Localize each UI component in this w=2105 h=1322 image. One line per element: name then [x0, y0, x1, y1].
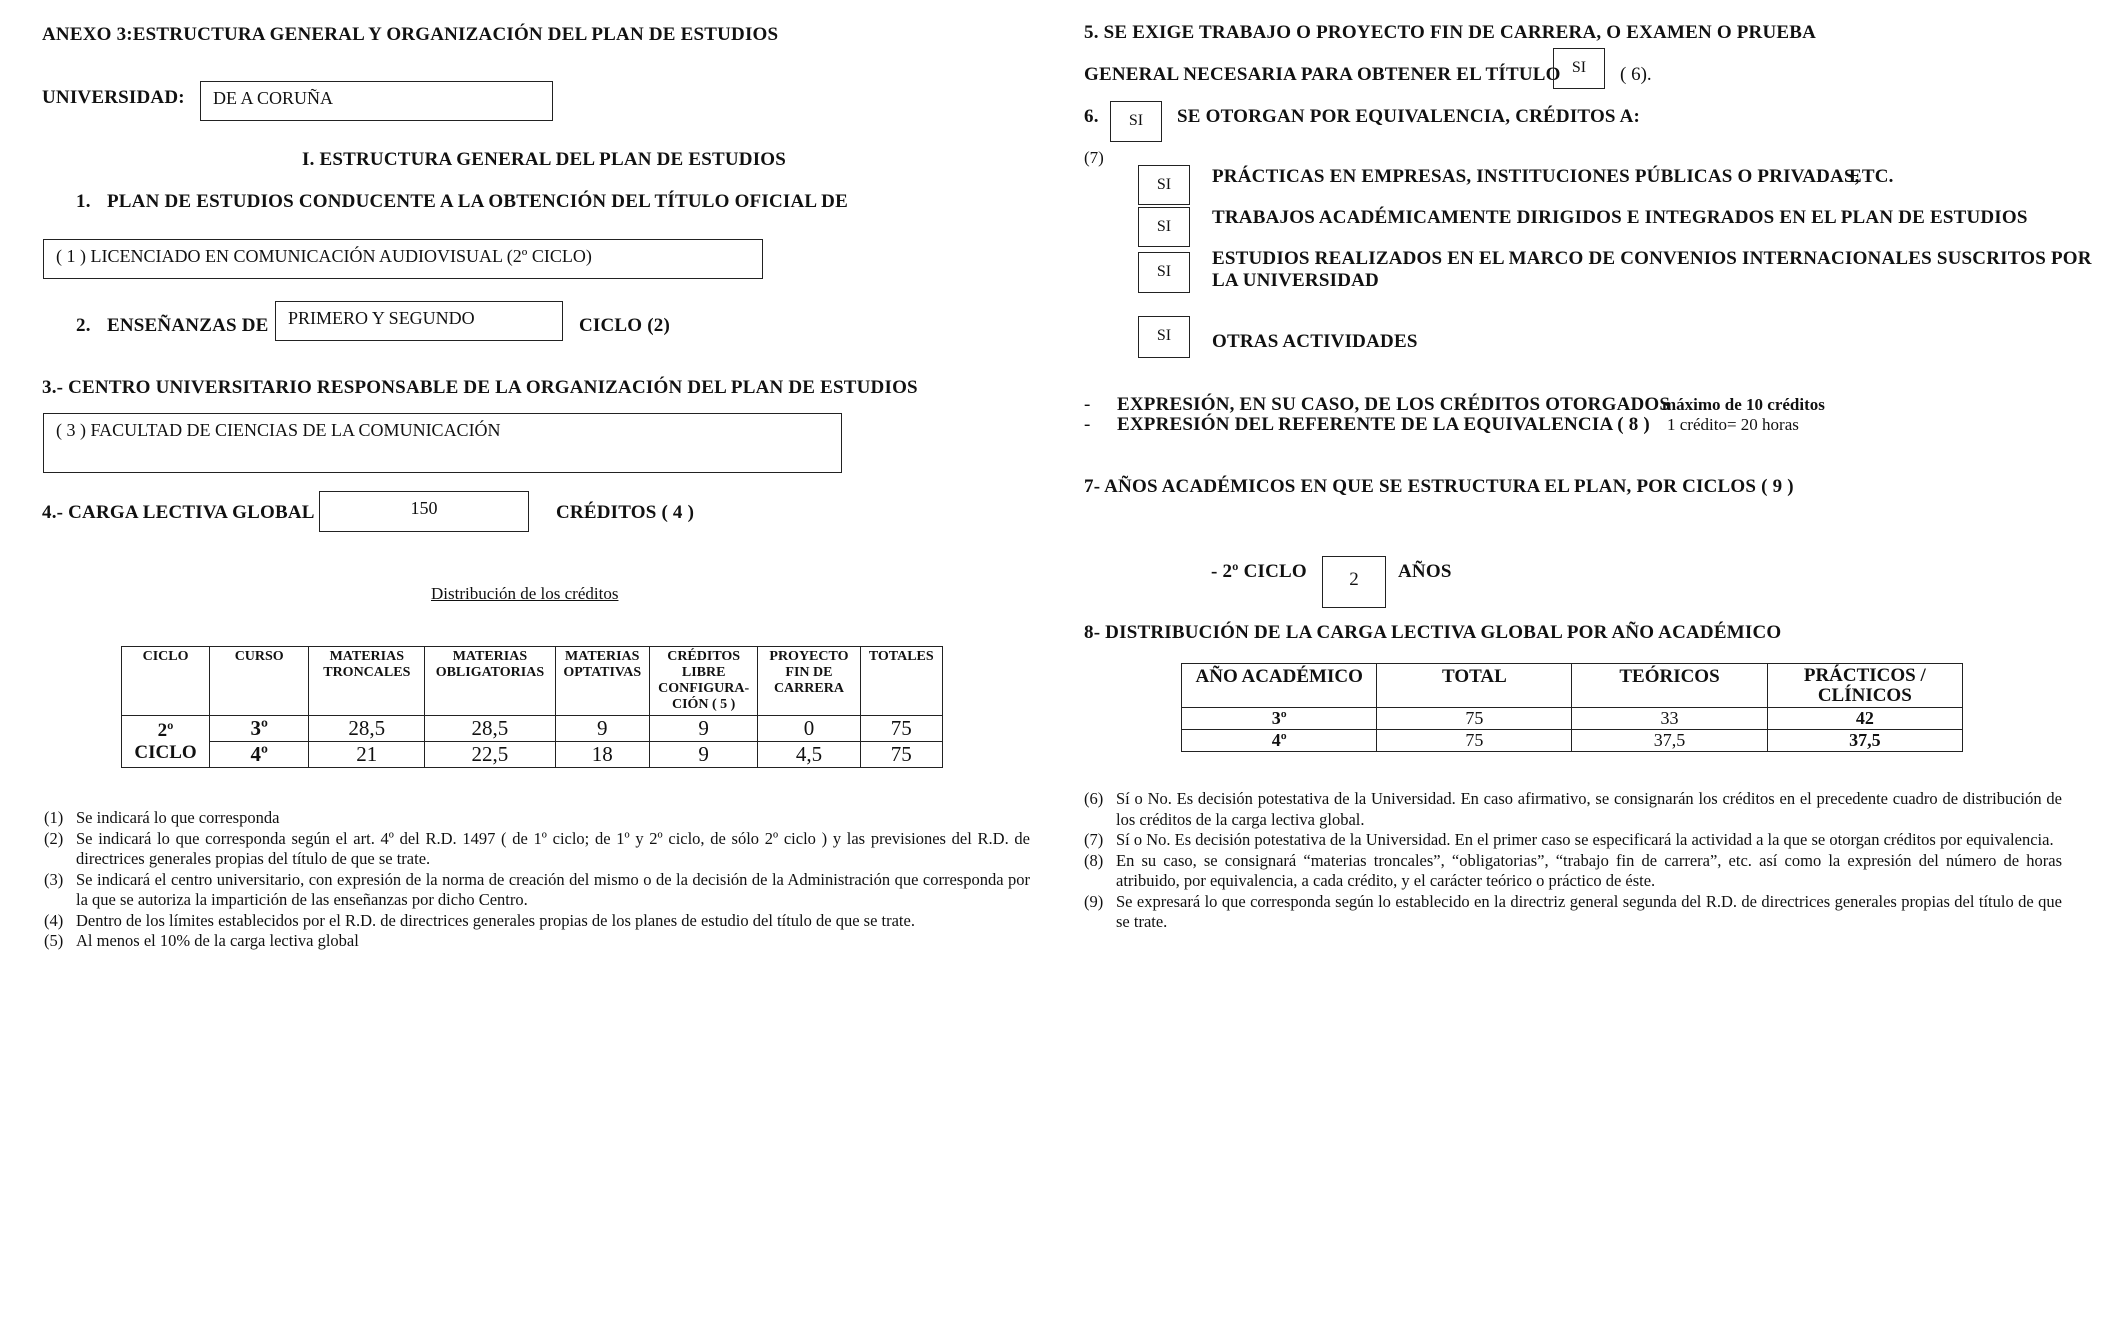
table-cell: 22,5 — [425, 742, 555, 768]
equivalence-label: OTRAS ACTIVIDADES — [1212, 331, 1418, 352]
header-libre-configuracion: CRÉDITOS LIBRE CONFIGURA- CIÓN ( 5 ) — [649, 647, 757, 716]
table-cell: 28,5 — [425, 716, 555, 742]
item6-label: SE OTORGAN POR EQUIVALENCIA, CRÉDITOS A: — [1177, 106, 1641, 127]
table-cell: 9 — [649, 716, 757, 742]
footnote: (8) En su caso, se consignará “materias troncales”, “obligatorias”, “trabajo fin de carrera”, etc. así como la expresión del número de horas atribuido, por equivalencia, a cada crédito, y el carácter teórico o práctico de éste. — [1084, 850, 2062, 890]
table-row — [1182, 730, 1963, 752]
header-totales: TOTALES — [860, 647, 942, 716]
credits-value: 150 — [410, 498, 438, 518]
item3-label: 3.- CENTRO UNIVERSITARIO RESPONSABLE DE LA ORGANIZACIÓN DEL PLAN DE ESTUDIOS — [42, 377, 918, 398]
section-title: I. ESTRUCTURA GENERAL DEL PLAN DE ESTUDIOS — [302, 149, 787, 170]
item7-label: 7- AÑOS ACADÉMICOS EN QUE SE ESTRUCTURA EL PLAN, POR CICLOS ( 9 ) — [1084, 476, 1794, 497]
header-total: TOTAL — [1377, 664, 1572, 708]
table-cell: 75 — [1377, 730, 1572, 752]
table-cell: 75 — [1377, 708, 1572, 730]
table-cell: 0 — [758, 716, 860, 742]
header-proyecto: PROYECTO FIN DE CARRERA — [758, 647, 860, 716]
university-value: DE A CORUÑA — [213, 88, 334, 108]
header-teoricos: TEÓRICOS — [1572, 664, 1767, 708]
table-row — [122, 716, 943, 742]
cycle-value: 2 — [1349, 569, 1359, 590]
expr1-dash: - — [1084, 394, 1091, 415]
year-table-header — [1182, 664, 1963, 708]
equivalence-box — [1138, 207, 1190, 247]
item8-label: 8- DISTRIBUCIÓN DE LA CARGA LECTIVA GLOBAL POR AÑO ACADÉMICO — [1084, 622, 1782, 643]
table-cell: 3º — [210, 716, 309, 742]
table-cell: 4,5 — [758, 742, 860, 768]
left-footnotes — [44, 808, 1030, 952]
credits-field — [319, 491, 529, 532]
footnote: (5) Al menos el 10% de la carga lectiva global — [44, 931, 359, 950]
item5-box — [1553, 48, 1605, 89]
table-cell: 33 — [1572, 708, 1767, 730]
equivalence-label: PRÁCTICAS EN EMPRESAS, INSTITUCIONES PÚBLICAS O PRIVADAS, — [1212, 166, 1860, 187]
university-label: UNIVERSIDAD: — [42, 87, 185, 108]
footnote: (7) Sí o No. Es decisión potestativa de la Universidad. En el primer caso se especificará la actividad a la que se otorgan créditos por equivalencia. — [1084, 830, 2054, 849]
item1-label: PLAN DE ESTUDIOS CONDUCENTE A LA OBTENCIÓN DEL TÍTULO OFICIAL DE — [107, 191, 848, 212]
table-cell: 4º — [1182, 730, 1377, 752]
item2-field — [275, 301, 563, 341]
expr1-label: EXPRESIÓN, EN SU CASO, DE LOS CRÉDITOS OTORGADOS — [1117, 394, 1671, 415]
table-cell: 4º — [210, 742, 309, 768]
credits-table — [121, 646, 943, 768]
table-cell: 42 — [1767, 708, 1962, 730]
footnote: (6) Sí o No. Es decisión potestativa de la Universidad. En caso afirmativo, se consignarán los créditos en el precedente cuadro de distribución de los créditos de la carga lectiva global. — [1084, 789, 2062, 829]
footnote: (3) Se indicará el centro universitario, con expresión de la norma de creación del mismo o de la decisión de la Administración que corresponda por la que se autoriza la impartición de las enseñanzas por dicho Centro. — [44, 869, 1030, 909]
table-cell: 28,5 — [309, 716, 425, 742]
header-ciclo: CICLO — [122, 647, 210, 716]
table-row — [1182, 708, 1963, 730]
equivalence-box — [1138, 165, 1190, 205]
table-cell: 75 — [860, 742, 942, 768]
table-cell: 9 — [649, 742, 757, 768]
expr1-value: máximo de 10 créditos — [1662, 395, 1825, 414]
item1-number: 1. — [76, 191, 91, 212]
header-obligatorias: MATERIAS OBLIGATORIAS — [425, 647, 555, 716]
item4-suffix: CRÉDITOS ( 4 ) — [556, 502, 695, 523]
footnote: (9) Se expresará lo que corresponda según lo establecido en la directriz general segunda del R.D. de directrices generales propias del título de que se trate. — [1084, 891, 2062, 931]
table-cell: 9 — [555, 716, 649, 742]
equivalence-label: TRABAJOS ACADÉMICAMENTE DIRIGIDOS E INTEGRADOS EN EL PLAN DE ESTUDIOS — [1212, 207, 2028, 228]
item6-value: SI — [1128, 112, 1144, 129]
item2-value: PRIMERO Y SEGUNDO — [288, 308, 475, 328]
distribution-title: Distribución de los créditos — [431, 584, 619, 603]
cycle-label: - 2º CICLO — [1211, 561, 1307, 582]
item2-label: ENSEÑANZAS DE — [107, 315, 269, 336]
table-cell: 37,5 — [1572, 730, 1767, 752]
year-table — [1181, 663, 1963, 752]
equivalence-box — [1138, 316, 1190, 358]
equivalence-value: SI — [1156, 263, 1172, 280]
table-cell: 21 — [309, 742, 425, 768]
footnote: (2) Se indicará lo que corresponda según el art. 4º del R.D. 1497 ( de 1º ciclo; de 1º y 2º ciclo, de sólo 2º ciclo ) y las previsiones del R.D. de directrices generales propias del título de que se trate. — [44, 828, 1030, 868]
item5-line1: 5. SE EXIGE TRABAJO O PROYECTO FIN DE CARRERA, O EXAMEN O PRUEBA — [1084, 22, 1817, 43]
item2-suffix: CICLO (2) — [579, 315, 670, 336]
item6-box — [1110, 101, 1162, 142]
right-footnotes — [1084, 789, 2062, 933]
equivalence-label: ESTUDIOS REALIZADOS EN EL MARCO DE CONVENIOS INTERNACIONALES SUSCRITOS POR — [1212, 248, 2092, 269]
item7-ref: (7) — [1084, 148, 1104, 167]
cycle-cell: 2º CICLO — [122, 716, 210, 768]
item5-suffix: ( 6). — [1620, 64, 1652, 85]
table-cell: 3º — [1182, 708, 1377, 730]
annex-title: ANEXO 3:ESTRUCTURA GENERAL Y ORGANIZACIÓN DEL PLAN DE ESTUDIOS — [42, 24, 779, 45]
degree-field — [43, 239, 763, 279]
header-curso: CURSO — [210, 647, 309, 716]
expr2-label: EXPRESIÓN DEL REFERENTE DE LA EQUIVALENCIA ( 8 ) — [1117, 414, 1650, 435]
footnote: (1) Se indicará lo que corresponda — [44, 808, 280, 827]
table-row — [122, 742, 943, 768]
credits-table-header — [122, 647, 943, 716]
expr2-dash: - — [1084, 414, 1091, 435]
cycle-box — [1322, 556, 1386, 608]
equivalence-value: SI — [1156, 218, 1172, 235]
table-cell: 75 — [860, 716, 942, 742]
equivalence-extra: ETC. — [1849, 166, 1894, 187]
header-troncales: MATERIAS TRONCALES — [309, 647, 425, 716]
header-practicos: PRÁCTICOS / CLÍNICOS — [1767, 664, 1962, 708]
centre-value: ( 3 ) FACULTAD DE CIENCIAS DE LA COMUNICACIÓN — [56, 420, 501, 440]
footnote: (4) Dentro de los límites establecidos por el R.D. de directrices generales propias de los planes de estudio del título de que se trate. — [44, 910, 915, 930]
equivalence-box — [1138, 252, 1190, 293]
item5-value: SI — [1571, 59, 1587, 76]
header-optativas: MATERIAS OPTATIVAS — [555, 647, 649, 716]
university-field — [200, 81, 553, 121]
equivalence-value: SI — [1156, 327, 1172, 344]
table-cell: 18 — [555, 742, 649, 768]
header-ano-academico: AÑO ACADÉMICO — [1182, 664, 1377, 708]
item6-number: 6. — [1084, 106, 1099, 127]
item5-line2: GENERAL NECESARIA PARA OBTENER EL TÍTULO — [1084, 64, 1561, 85]
degree-value: ( 1 ) LICENCIADO EN COMUNICACIÓN AUDIOVISUAL (2º CICLO) — [56, 246, 592, 266]
table-cell: 37,5 — [1767, 730, 1962, 752]
equivalence-value: SI — [1156, 176, 1172, 193]
expr2-value: 1 crédito= 20 horas — [1667, 415, 1799, 434]
equivalence-label-line2: LA UNIVERSIDAD — [1212, 270, 1379, 291]
item2-number: 2. — [76, 315, 91, 336]
cycle-suffix: AÑOS — [1398, 561, 1452, 582]
item4-label: 4.- CARGA LECTIVA GLOBAL — [42, 502, 315, 523]
centre-field — [43, 413, 842, 473]
